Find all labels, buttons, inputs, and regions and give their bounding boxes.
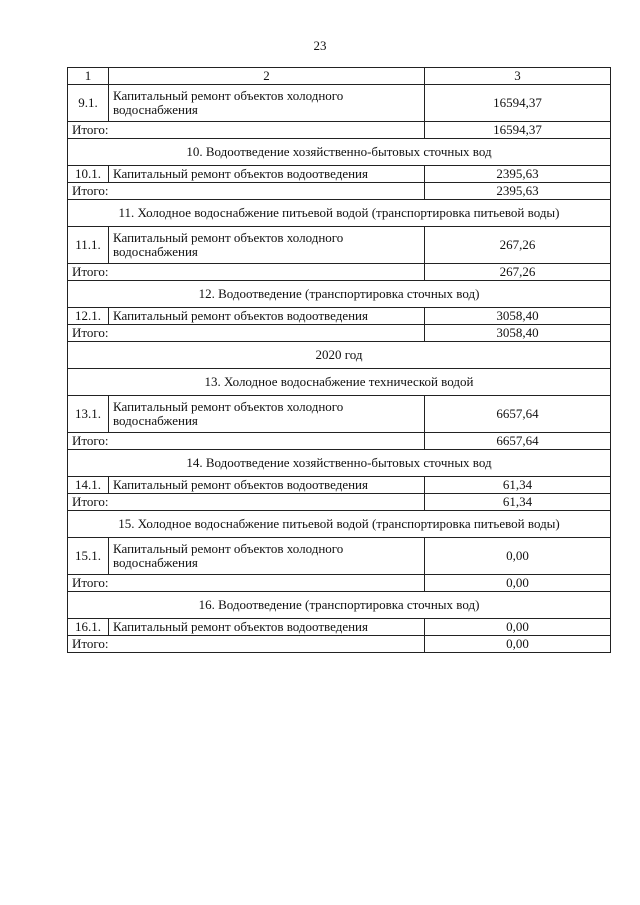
row-value: 267,26	[425, 227, 611, 264]
total-label: Итого:	[68, 122, 425, 139]
row-description: Капитальный ремонт объектов холодного водоснабжения	[109, 396, 425, 433]
total-row	[68, 122, 611, 139]
total-value: 267,26	[425, 264, 611, 281]
row-value: 61,34	[425, 477, 611, 494]
column-header-1: 1	[68, 68, 109, 85]
table-row	[68, 396, 611, 433]
total-value: 2395,63	[425, 183, 611, 200]
section-heading: 14. Водоотведение хозяйственно-бытовых сточных вод	[68, 450, 611, 477]
section-heading-row	[68, 139, 611, 166]
total-label: Итого:	[68, 325, 425, 342]
total-label: Итого:	[68, 183, 425, 200]
section-heading: 10. Водоотведение хозяйственно-бытовых сточных вод	[68, 139, 611, 166]
row-value: 0,00	[425, 619, 611, 636]
total-label: Итого:	[68, 433, 425, 450]
row-number: 10.1.	[68, 166, 109, 183]
row-description: Капитальный ремонт объектов водоотведения	[109, 166, 425, 183]
row-value: 3058,40	[425, 308, 611, 325]
section-heading: 15. Холодное водоснабжение питьевой водой (транспортировка питьевой воды)	[68, 511, 611, 538]
row-number: 13.1.	[68, 396, 109, 433]
table-row	[68, 227, 611, 264]
page-number: 23	[313, 38, 327, 53]
total-value: 61,34	[425, 494, 611, 511]
section-heading: 13. Холодное водоснабжение технической водой	[68, 369, 611, 396]
row-description: Капитальный ремонт объектов водоотведения	[109, 477, 425, 494]
row-description: Капитальный ремонт объектов водоотведения	[109, 619, 425, 636]
table-row	[68, 308, 611, 325]
budget-table	[67, 67, 611, 653]
row-number: 14.1.	[68, 477, 109, 494]
table-row	[68, 538, 611, 575]
section-heading-row	[68, 200, 611, 227]
section-heading-row	[68, 450, 611, 477]
section-heading-row	[68, 281, 611, 308]
row-number: 15.1.	[68, 538, 109, 575]
total-row	[68, 636, 611, 653]
table-row	[68, 477, 611, 494]
row-value: 6657,64	[425, 396, 611, 433]
total-label: Итого:	[68, 575, 425, 592]
row-value: 0,00	[425, 538, 611, 575]
total-value: 0,00	[425, 636, 611, 653]
total-row	[68, 433, 611, 450]
section-heading: 12. Водоотведение (транспортировка сточных вод)	[68, 281, 611, 308]
row-number: 12.1.	[68, 308, 109, 325]
total-value: 16594,37	[425, 122, 611, 139]
row-description: Капитальный ремонт объектов холодного водоснабжения	[109, 227, 425, 264]
section-heading-row	[68, 592, 611, 619]
section-heading-row	[68, 369, 611, 396]
row-number: 11.1.	[68, 227, 109, 264]
row-description: Капитальный ремонт объектов холодного водоснабжения	[109, 538, 425, 575]
total-value: 0,00	[425, 575, 611, 592]
section-heading-row	[68, 342, 611, 369]
section-heading: 16. Водоотведение (транспортировка сточных вод)	[68, 592, 611, 619]
table-row	[68, 85, 611, 122]
total-row	[68, 494, 611, 511]
table-header-row	[68, 68, 611, 85]
row-value: 2395,63	[425, 166, 611, 183]
total-value: 6657,64	[425, 433, 611, 450]
column-header-2: 2	[109, 68, 425, 85]
total-row	[68, 183, 611, 200]
table-row	[68, 619, 611, 636]
total-label: Итого:	[68, 264, 425, 281]
section-heading-row	[68, 511, 611, 538]
row-number: 9.1.	[68, 85, 109, 122]
total-label: Итого:	[68, 494, 425, 511]
total-label: Итого:	[68, 636, 425, 653]
section-heading: 2020 год	[68, 342, 611, 369]
section-heading: 11. Холодное водоснабжение питьевой водой (транспортировка питьевой воды)	[68, 200, 611, 227]
table-body	[68, 68, 611, 653]
total-value: 3058,40	[425, 325, 611, 342]
column-header-3: 3	[425, 68, 611, 85]
total-row	[68, 264, 611, 281]
row-number: 16.1.	[68, 619, 109, 636]
row-value: 16594,37	[425, 85, 611, 122]
row-description: Капитальный ремонт объектов холодного водоснабжения	[109, 85, 425, 122]
total-row	[68, 575, 611, 592]
total-row	[68, 325, 611, 342]
row-description: Капитальный ремонт объектов водоотведения	[109, 308, 425, 325]
table-row	[68, 166, 611, 183]
